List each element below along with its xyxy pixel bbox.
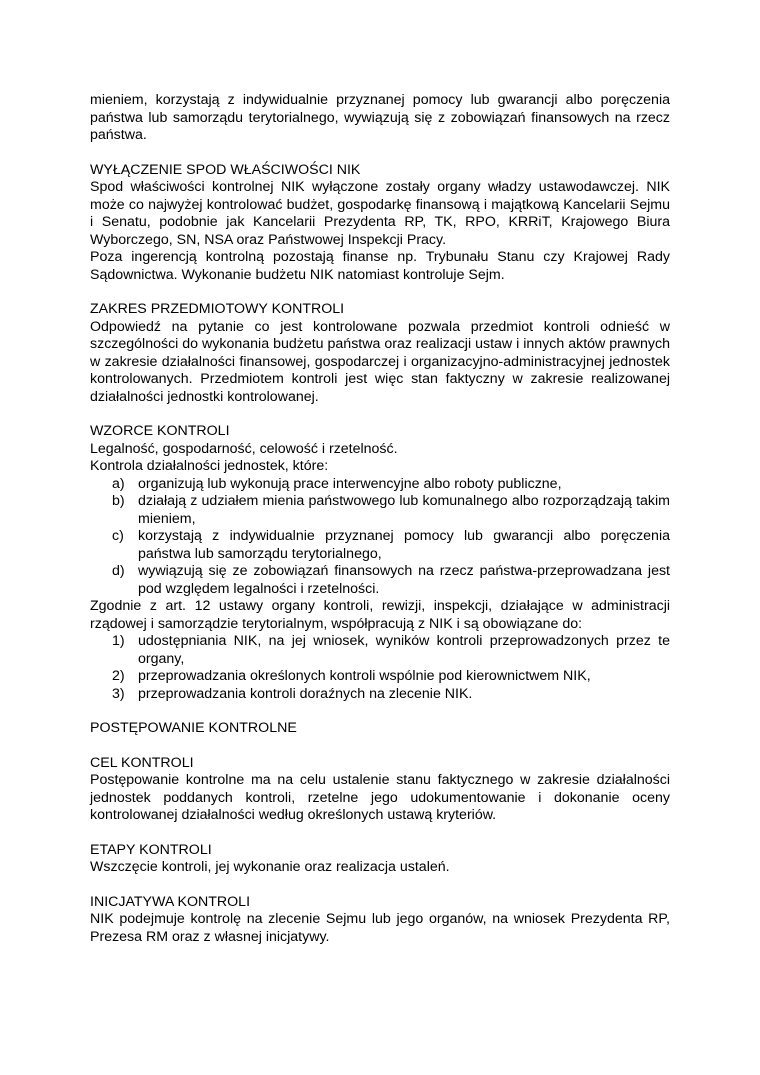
section-heading: ETAPY KONTROLI — [90, 841, 212, 858]
paragraph: Legalność, gospodarność, celowość i rzetelność. — [90, 440, 398, 457]
list-item-text: wywiązują się ze zobowiązań finansowych na rzecz państwa-przeprowadzana jest pod względem legalności i rzetelności. — [138, 563, 670, 597]
lettered-list — [90, 476, 670, 599]
section-heading: CEL KONTROLI — [90, 754, 194, 771]
paragraph: Postępowanie kontrolne ma na celu ustalenie stanu faktycznego w zakresie działalności jednostek poddanych kontroli, rzetelne jego udokumentowanie i dokonanie oceny kontrolowanej działalności według określonych ustawą kryteriów. — [90, 772, 670, 823]
paragraph: Wszczęcie kontroli, jej wykonanie oraz realizacja ustaleń. — [90, 859, 450, 875]
list-marker: b) — [112, 493, 125, 509]
section-wylaczenie — [90, 162, 670, 285]
section-wzorce — [90, 423, 670, 703]
list-marker: a) — [112, 475, 125, 492]
list-marker: 3) — [112, 685, 125, 702]
section-cel — [90, 755, 670, 825]
section-zakres — [90, 301, 670, 406]
section-etapy — [90, 842, 670, 877]
list-item-text: korzystają z indywidualnie przyznanej pomocy lub gwarancji albo poręczenia państwa lub samorządu terytorialnego, — [138, 528, 670, 562]
document-page — [90, 92, 670, 946]
section-heading: INICJATYWA KONTROLI — [90, 893, 251, 910]
numbered-list — [90, 633, 670, 703]
list-item-text: przeprowadzania określonych kontroli wspólnie pod kierownictwem NIK, — [138, 668, 591, 684]
list-item — [90, 528, 670, 563]
list-item — [90, 668, 670, 686]
section-inicjatywa — [90, 894, 670, 947]
list-item — [90, 563, 670, 598]
list-item-text: udostępniania NIK, na jej wniosek, wyników kontroli przeprowadzonych przez te organy, — [138, 633, 670, 667]
list-marker: c) — [112, 528, 124, 544]
list-marker: 1) — [112, 633, 125, 649]
list-marker: 2) — [112, 668, 125, 684]
list-item — [90, 476, 670, 494]
list-item-text: przeprowadzania kontroli doraźnych na zlecenie NIK. — [138, 685, 473, 702]
list-item — [90, 633, 670, 668]
list-marker: d) — [112, 563, 125, 579]
intro-paragraph: mieniem, korzystają z indywidualnie przyznanej pomocy lub gwarancji albo poręczenia państwa lub samorządu terytorialnego, wywiązują się z zobowiązań finansowych na rzecz państwa. — [90, 92, 670, 143]
list-item-text: działają z udziałem mienia państwowego lub komunalnego albo rozporządzają takim mieniem, — [138, 493, 670, 527]
section-postepowanie — [90, 720, 670, 738]
paragraph: Poza ingerencją kontrolną pozostają finanse np. Trybunału Stanu czy Krajowej Rady Sądownictwa. Wykonanie budżetu NIK natomiast kontroluje Sejm. — [90, 249, 670, 283]
list-item — [90, 493, 670, 528]
paragraph: NIK podejmuje kontrolę na zlecenie Sejmu lub jego organów, na wniosek Prezydenta RP, Prezesa RM oraz z własnej inicjatywy. — [90, 911, 670, 945]
section-heading: ZAKRES PRZEDMIOTOWY KONTROLI — [90, 301, 345, 317]
list-item — [90, 686, 670, 704]
paragraph: Spod właściwości kontrolnej NIK wyłączone zostały organy władzy ustawodawczej. NIK może co najwyżej kontrolować budżet, gospodarkę finansową i majątkową Kancelarii Sejmu i Senatu, podobnie jak Kancelarii Prezydenta RP, TK, RPO, KRRiT, Krajowego Biura Wyborczego, SN, NSA oraz Państwowej Inspekcji Pracy. — [90, 179, 670, 248]
list-item-text: organizują lub wykonują prace interwencyjne albo roboty publiczne, — [138, 475, 562, 492]
section-heading: POSTĘPOWANIE KONTROLNE — [90, 720, 297, 736]
section-heading: WZORCE KONTROLI — [90, 423, 230, 439]
section-heading: WYŁĄCZENIE SPOD WŁAŚCIWOŚCI NIK — [90, 161, 361, 178]
paragraph: Kontrola działalności jednostek, które: — [90, 458, 329, 474]
paragraph: Odpowiedź na pytanie co jest kontrolowane pozwala przedmiot kontroli odnieść w szczególności do wykonania budżetu państwa oraz realizacji ustaw i innych aktów prawnych w zakresie działalności finansowej, gospodarczej i organizacyjno-administracyjnej jednostek kontrolowanych. Przedmiotem kontroli jest więc stan faktyczny w zakresie realizowanej działalności jednostki kontrolowanej. — [90, 318, 670, 405]
paragraph: Zgodnie z art. 12 ustawy organy kontroli, rewizji, inspekcji, działające w administracji rządowej i samorządzie terytorialnym, współpracują z NIK i są obowiązane do: — [90, 598, 670, 632]
